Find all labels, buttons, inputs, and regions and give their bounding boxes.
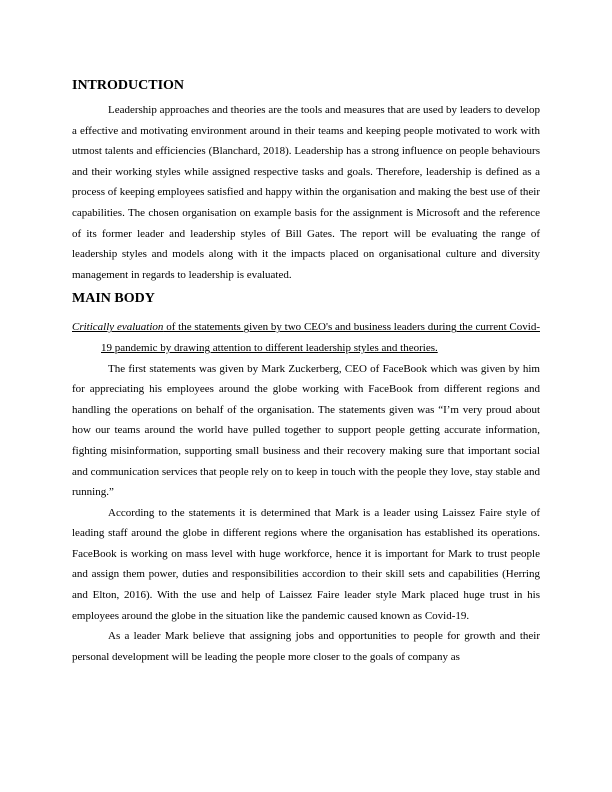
introduction-paragraph: Leadership approaches and theories are the tools and measures that are used by leaders to develop a effective and motivating environment around in their teams and keeping people motivated to work with utmost talents and efficiencies (Blanchard, 2018). Leadership has a strong influence on people behaviours and their working styles while assigned respective tasks and goals. Therefore, leadership is defined as a process of keeping employees satisfied and happy within the organisation and making the best use of their capabilities. The chosen organisation on example basis for the assignment is Microsoft and the reference of its former leader and leadership styles of Bill Gates. The report will be evaluating the range of leadership styles and models along with it the impacts placed on organisational culture and diversity management in regards to leadership is evaluated.: [72, 104, 540, 281]
body-paragraph: As a leader Mark believe that assigning jobs and opportunities to people for growth and their personal development will be leading the people more closer to the goals of company as: [72, 630, 540, 663]
document-page: [72, 78, 540, 667]
body-paragraph: The first statements was given by Mark Zuckerberg, CEO of FaceBook which was given by him for appreciating his employees around the globe working with FaceBook from different regions and handling the operations on behalf of the organisation. The statements given was “I’m very proud about how our teams around the world have pulled together to support people getting accurate information, fighting misinformation, supporting small business and their recovery making sure that important social and communication services that people rely on to keep in touch with the people they love, stay stable and running.”: [72, 362, 540, 499]
main-body-heading: MAIN BODY: [72, 291, 155, 307]
body-paragraph: According to the statements it is determined that Mark is a leader using Laissez Faire style of leading staff around the globe in different regions where the organisation has established its operations. FaceBook is working on mass level with huge workforce, hence it is important for Mark to trust people and assign them power, duties and responsibilities accordion to their skill sets and capabilities (Herring and Elton, 2016). With the use and help of Laissez Faire leader style Mark placed huge trust in his employees around the globe in the situation like the pandemic caused known as Covid-19.: [72, 506, 540, 622]
section-subheading: [72, 317, 540, 358]
subheading-rest: of the statements given by two CEO's and business leaders during the current Covid-19 pandemic by drawing attention to different leadership styles and theories.: [101, 321, 540, 354]
subheading-italic: Critically evaluation: [72, 321, 164, 334]
introduction-heading: INTRODUCTION: [72, 78, 185, 93]
